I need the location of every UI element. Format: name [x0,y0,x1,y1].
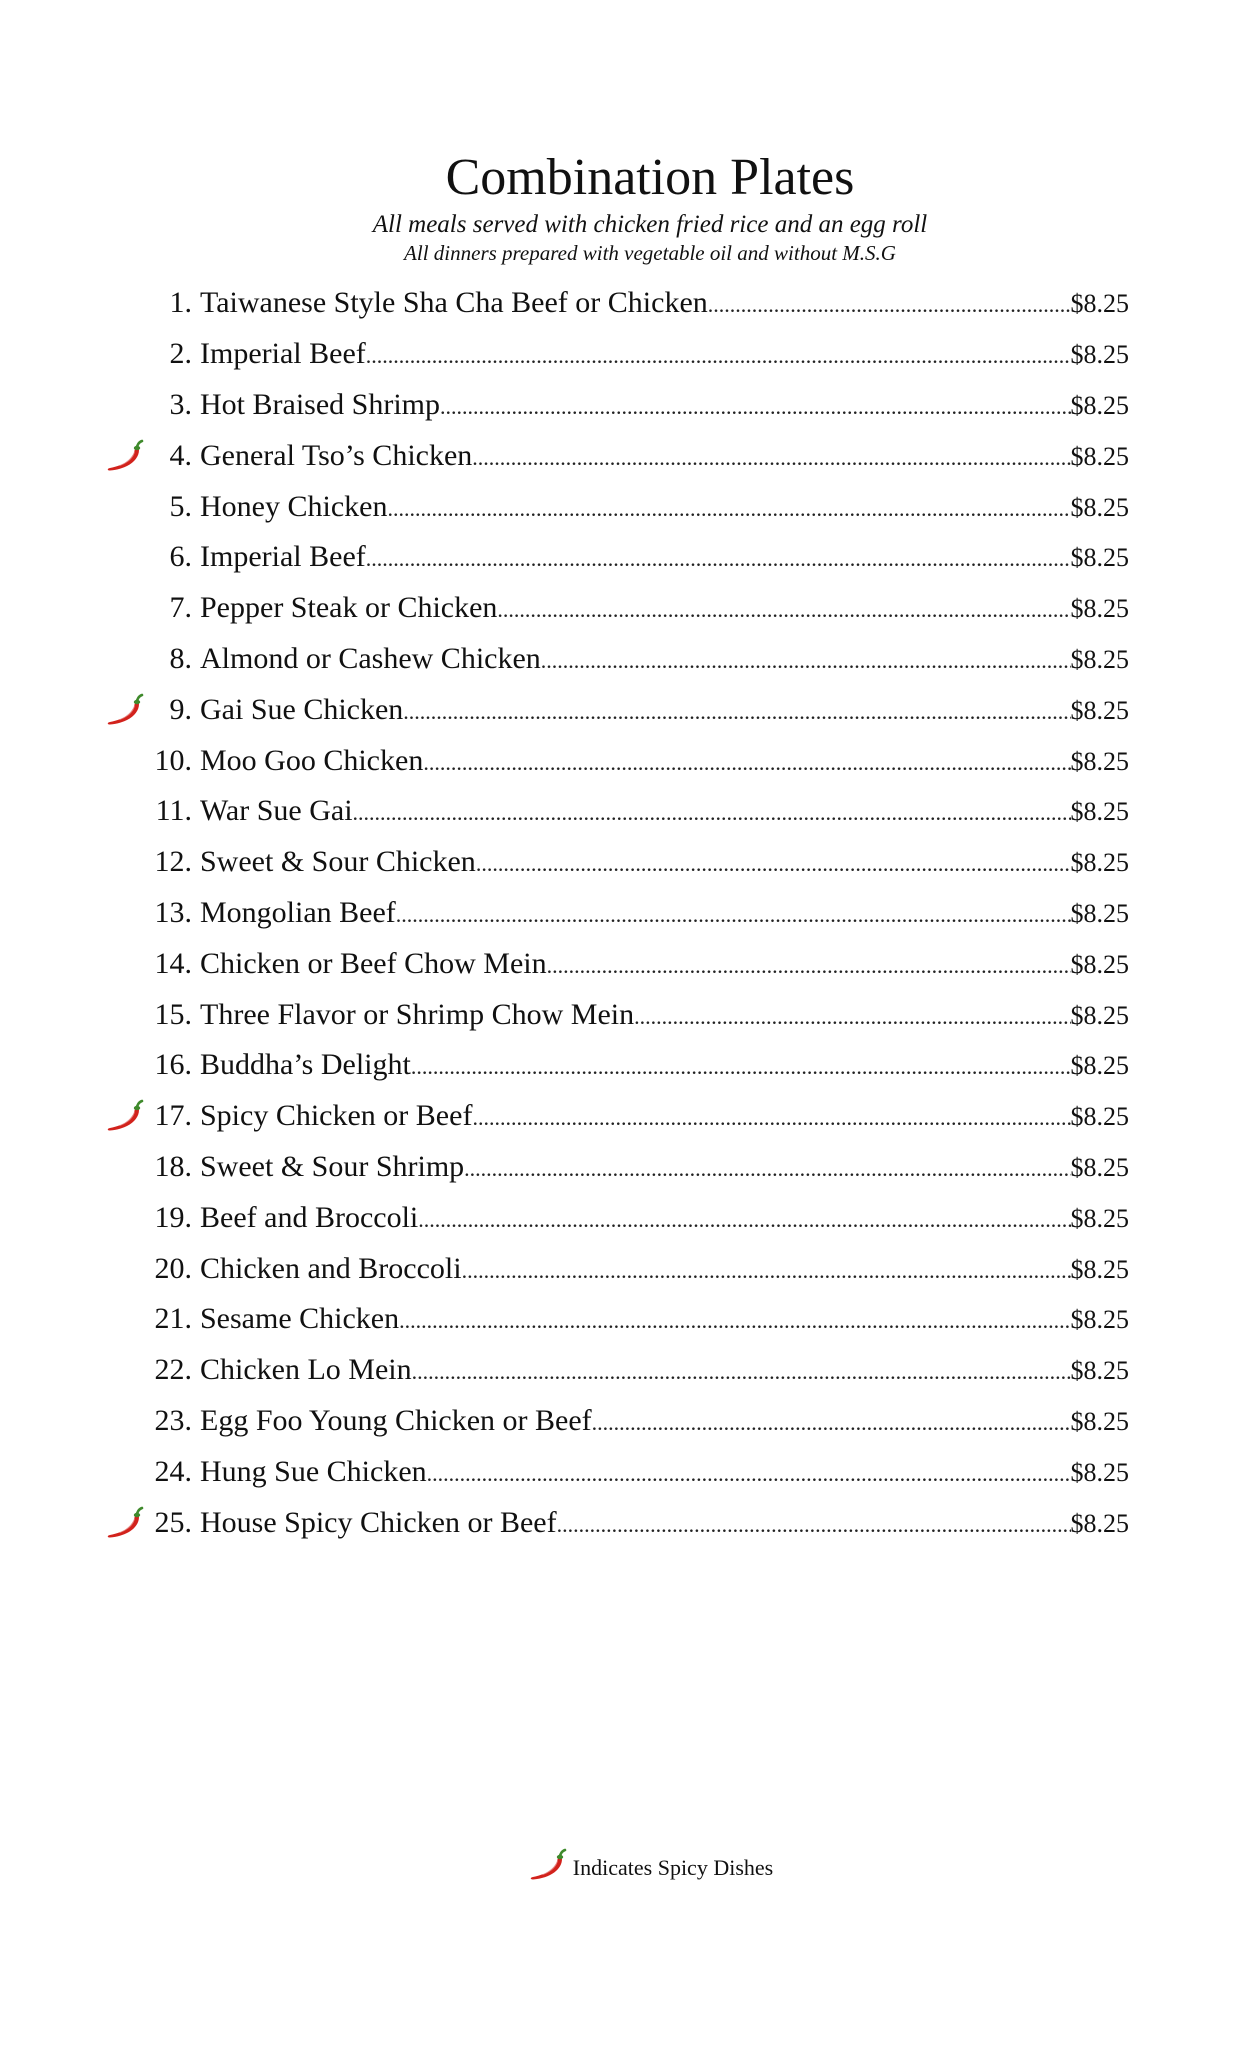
menu-item-row [200,1353,1129,1387]
dot-leader [418,1207,1070,1233]
menu-item-number: 20. [154,1251,192,1285]
spicy-legend [0,1848,1243,1887]
menu-item-number: 5. [169,489,192,523]
menu-item-price: $8.25 [1070,1406,1129,1436]
menu-item [0,888,1243,939]
menu-item-name: General Tso’s Chicken [200,438,473,472]
menu-item-number: 7. [169,591,192,625]
menu-item-row [200,1455,1129,1489]
spicy-legend-text: Indicates Spicy Dishes [572,1854,774,1880]
dot-leader [353,800,1071,826]
menu-item-price: $8.25 [1070,644,1129,674]
menu-item-number: 2. [169,337,192,371]
menu-item-name: War Sue Gai [200,794,353,828]
menu-item-price: $8.25 [1070,746,1129,776]
menu-item-name: Mongolian Beef [200,895,396,929]
menu-item-price: $8.25 [1070,1152,1129,1182]
dot-leader [403,699,1070,725]
menu-item-number: 17. [154,1099,192,1133]
dot-leader [547,953,1071,979]
dot-leader [497,597,1070,623]
menu-item [0,278,1243,329]
menu-item-row [200,744,1129,778]
menu-item-row [200,642,1129,676]
menu-item-number: 3. [169,387,192,421]
menu-item-name: Buddha’s Delight [200,1048,411,1082]
menu-item-number: 18. [154,1149,192,1183]
menu-item-name: Sesame Chicken [200,1302,400,1336]
dot-leader [423,750,1070,776]
menu-item-price: $8.25 [1070,1051,1129,1081]
menu-item-row [200,1506,1129,1540]
menu-item [0,837,1243,888]
menu-item [0,989,1243,1040]
menu-item-name: Egg Foo Young Chicken or Beef [200,1403,592,1437]
menu-item [0,786,1243,837]
menu-item-number: 8. [169,641,192,675]
dot-leader [387,496,1070,522]
menu-item [0,1142,1243,1193]
menu-item-price: $8.25 [1070,441,1129,471]
menu-item [0,1243,1243,1294]
menu-item-name: Beef and Broccoli [200,1200,419,1234]
menu-item [0,1040,1243,1091]
menu-item-number: 24. [154,1454,192,1488]
menu-item-number: 10. [154,743,192,777]
menu-item-name: Chicken or Beef Chow Mein [200,946,547,980]
menu-item [0,430,1243,481]
menu-item-number: 13. [154,895,192,929]
dot-leader [366,546,1071,572]
menu-item-price: $8.25 [1070,848,1129,878]
menu-item-price: $8.25 [1070,797,1129,827]
menu-item [0,1446,1243,1497]
menu-item [0,938,1243,989]
menu-item-number: 4. [169,438,192,472]
menu-item-row [200,1201,1129,1235]
menu-item-row [200,388,1129,422]
menu-item-number: 11. [155,794,192,828]
dot-leader [464,1156,1070,1182]
dot-leader [476,851,1071,877]
menu-item-name: Three Flavor or Shrimp Chow Mein [200,997,635,1031]
menu-item-row [200,591,1129,625]
menu-item [0,380,1243,431]
menu-item-number: 12. [154,845,192,879]
menu-item-name: Pepper Steak or Chicken [200,591,498,625]
menu-item [0,735,1243,786]
dot-leader [399,1308,1070,1334]
menu-item-number: 6. [169,540,192,574]
menu-item [0,684,1243,735]
menu-item-row [200,1252,1129,1286]
menu-item [0,532,1243,583]
menu-item [0,481,1243,532]
menu-item-name: Spicy Chicken or Beef [200,1099,473,1133]
menu-item-number: 16. [154,1048,192,1082]
dot-leader [427,1461,1071,1487]
dot-leader [411,1054,1071,1080]
menu-item-name: Almond or Cashew Chicken [200,641,541,675]
menu-item-row [200,1099,1129,1133]
dot-leader [708,292,1071,318]
menu-item-name: Sweet & Sour Shrimp [200,1149,465,1183]
menu-item-price: $8.25 [1070,1102,1129,1132]
dot-leader [366,343,1071,369]
menu-item-price: $8.25 [1070,1356,1129,1386]
menu-item [0,1497,1243,1548]
menu-item-number: 1. [169,286,192,320]
menu-item-row [200,540,1129,574]
menu-item-row [200,1404,1129,1438]
dot-leader [440,394,1071,420]
dot-leader [396,902,1071,928]
menu-item-price: $8.25 [1070,289,1129,319]
menu-item-price: $8.25 [1070,1254,1129,1284]
dot-leader [472,1105,1070,1131]
page-title: Combination Plates [445,149,855,206]
subtitle-oil-note: All dinners prepared with vegetable oil and without M.S.G [404,241,896,265]
dot-leader [557,1512,1071,1538]
menu-item-row [200,693,1129,727]
dot-leader [541,648,1071,674]
menu-item-row [200,490,1129,524]
menu-item-number: 23. [154,1403,192,1437]
menu-item-row [200,998,1129,1032]
menu-item-price: $8.25 [1070,949,1129,979]
menu-item-price: $8.25 [1070,543,1129,573]
menu-item-row [200,337,1129,371]
menu-item-name: Hot Braised Shrimp [200,387,440,421]
menu-item-row [200,896,1129,930]
menu-item-name: Sweet & Sour Chicken [200,845,476,879]
menu-item-number: 25. [154,1505,192,1539]
menu-item [0,1091,1243,1142]
menu-item-price: $8.25 [1070,390,1129,420]
menu-item-name: Imperial Beef [200,540,366,574]
menu-item-row [200,947,1129,981]
menu-item-price: $8.25 [1070,898,1129,928]
menu-item-row [200,1150,1129,1184]
menu-item-price: $8.25 [1070,1457,1129,1487]
menu-item-row [200,845,1129,879]
menu-item-row [200,1302,1129,1336]
menu-item-price: $8.25 [1070,1305,1129,1335]
menu-item-number: 21. [154,1302,192,1336]
menu-item [0,583,1243,634]
menu-item-name: Gai Sue Chicken [200,692,404,726]
menu-item-name: Chicken and Broccoli [200,1251,462,1285]
dot-leader [412,1359,1071,1385]
menu-item-price: $8.25 [1070,492,1129,522]
menu-item-name: Taiwanese Style Sha Cha Beef or Chicken [200,286,708,320]
menu-item-name: Hung Sue Chicken [200,1454,427,1488]
dot-leader [462,1258,1071,1284]
subtitle-meals-note: All meals served with chicken fried rice and an egg roll [372,211,928,238]
menu-item-name: Honey Chicken [200,489,388,523]
menu-list [0,278,1243,1548]
menu-item-name: House Spicy Chicken or Beef [200,1505,557,1539]
menu-item-name: Moo Goo Chicken [200,743,424,777]
menu-item-name: Imperial Beef [200,337,366,371]
menu-item-number: 15. [154,997,192,1031]
menu-item-number: 22. [154,1353,192,1387]
dot-leader [472,445,1070,471]
menu-item-row [200,286,1129,320]
menu-item-number: 19. [154,1200,192,1234]
menu-item [0,634,1243,685]
chili-pepper-icon [527,1848,567,1887]
menu-item-price: $8.25 [1070,1000,1129,1030]
menu-item-price: $8.25 [1070,1508,1129,1538]
menu-item-price: $8.25 [1070,340,1129,370]
menu-item-price: $8.25 [1070,594,1129,624]
menu-item [0,1345,1243,1396]
menu-item-price: $8.25 [1070,695,1129,725]
menu-item-name: Chicken Lo Mein [200,1353,412,1387]
menu-item [0,1396,1243,1447]
menu-item-price: $8.25 [1070,1203,1129,1233]
menu-item-row [200,439,1129,473]
menu-item [0,329,1243,380]
menu-item [0,1192,1243,1243]
menu-item-number: 14. [154,946,192,980]
dot-leader [592,1410,1071,1436]
menu-item [0,1294,1243,1345]
menu-item-number: 9. [169,692,192,726]
dot-leader [634,1004,1070,1030]
menu-item-row [200,794,1129,828]
menu-item-row [200,1048,1129,1082]
